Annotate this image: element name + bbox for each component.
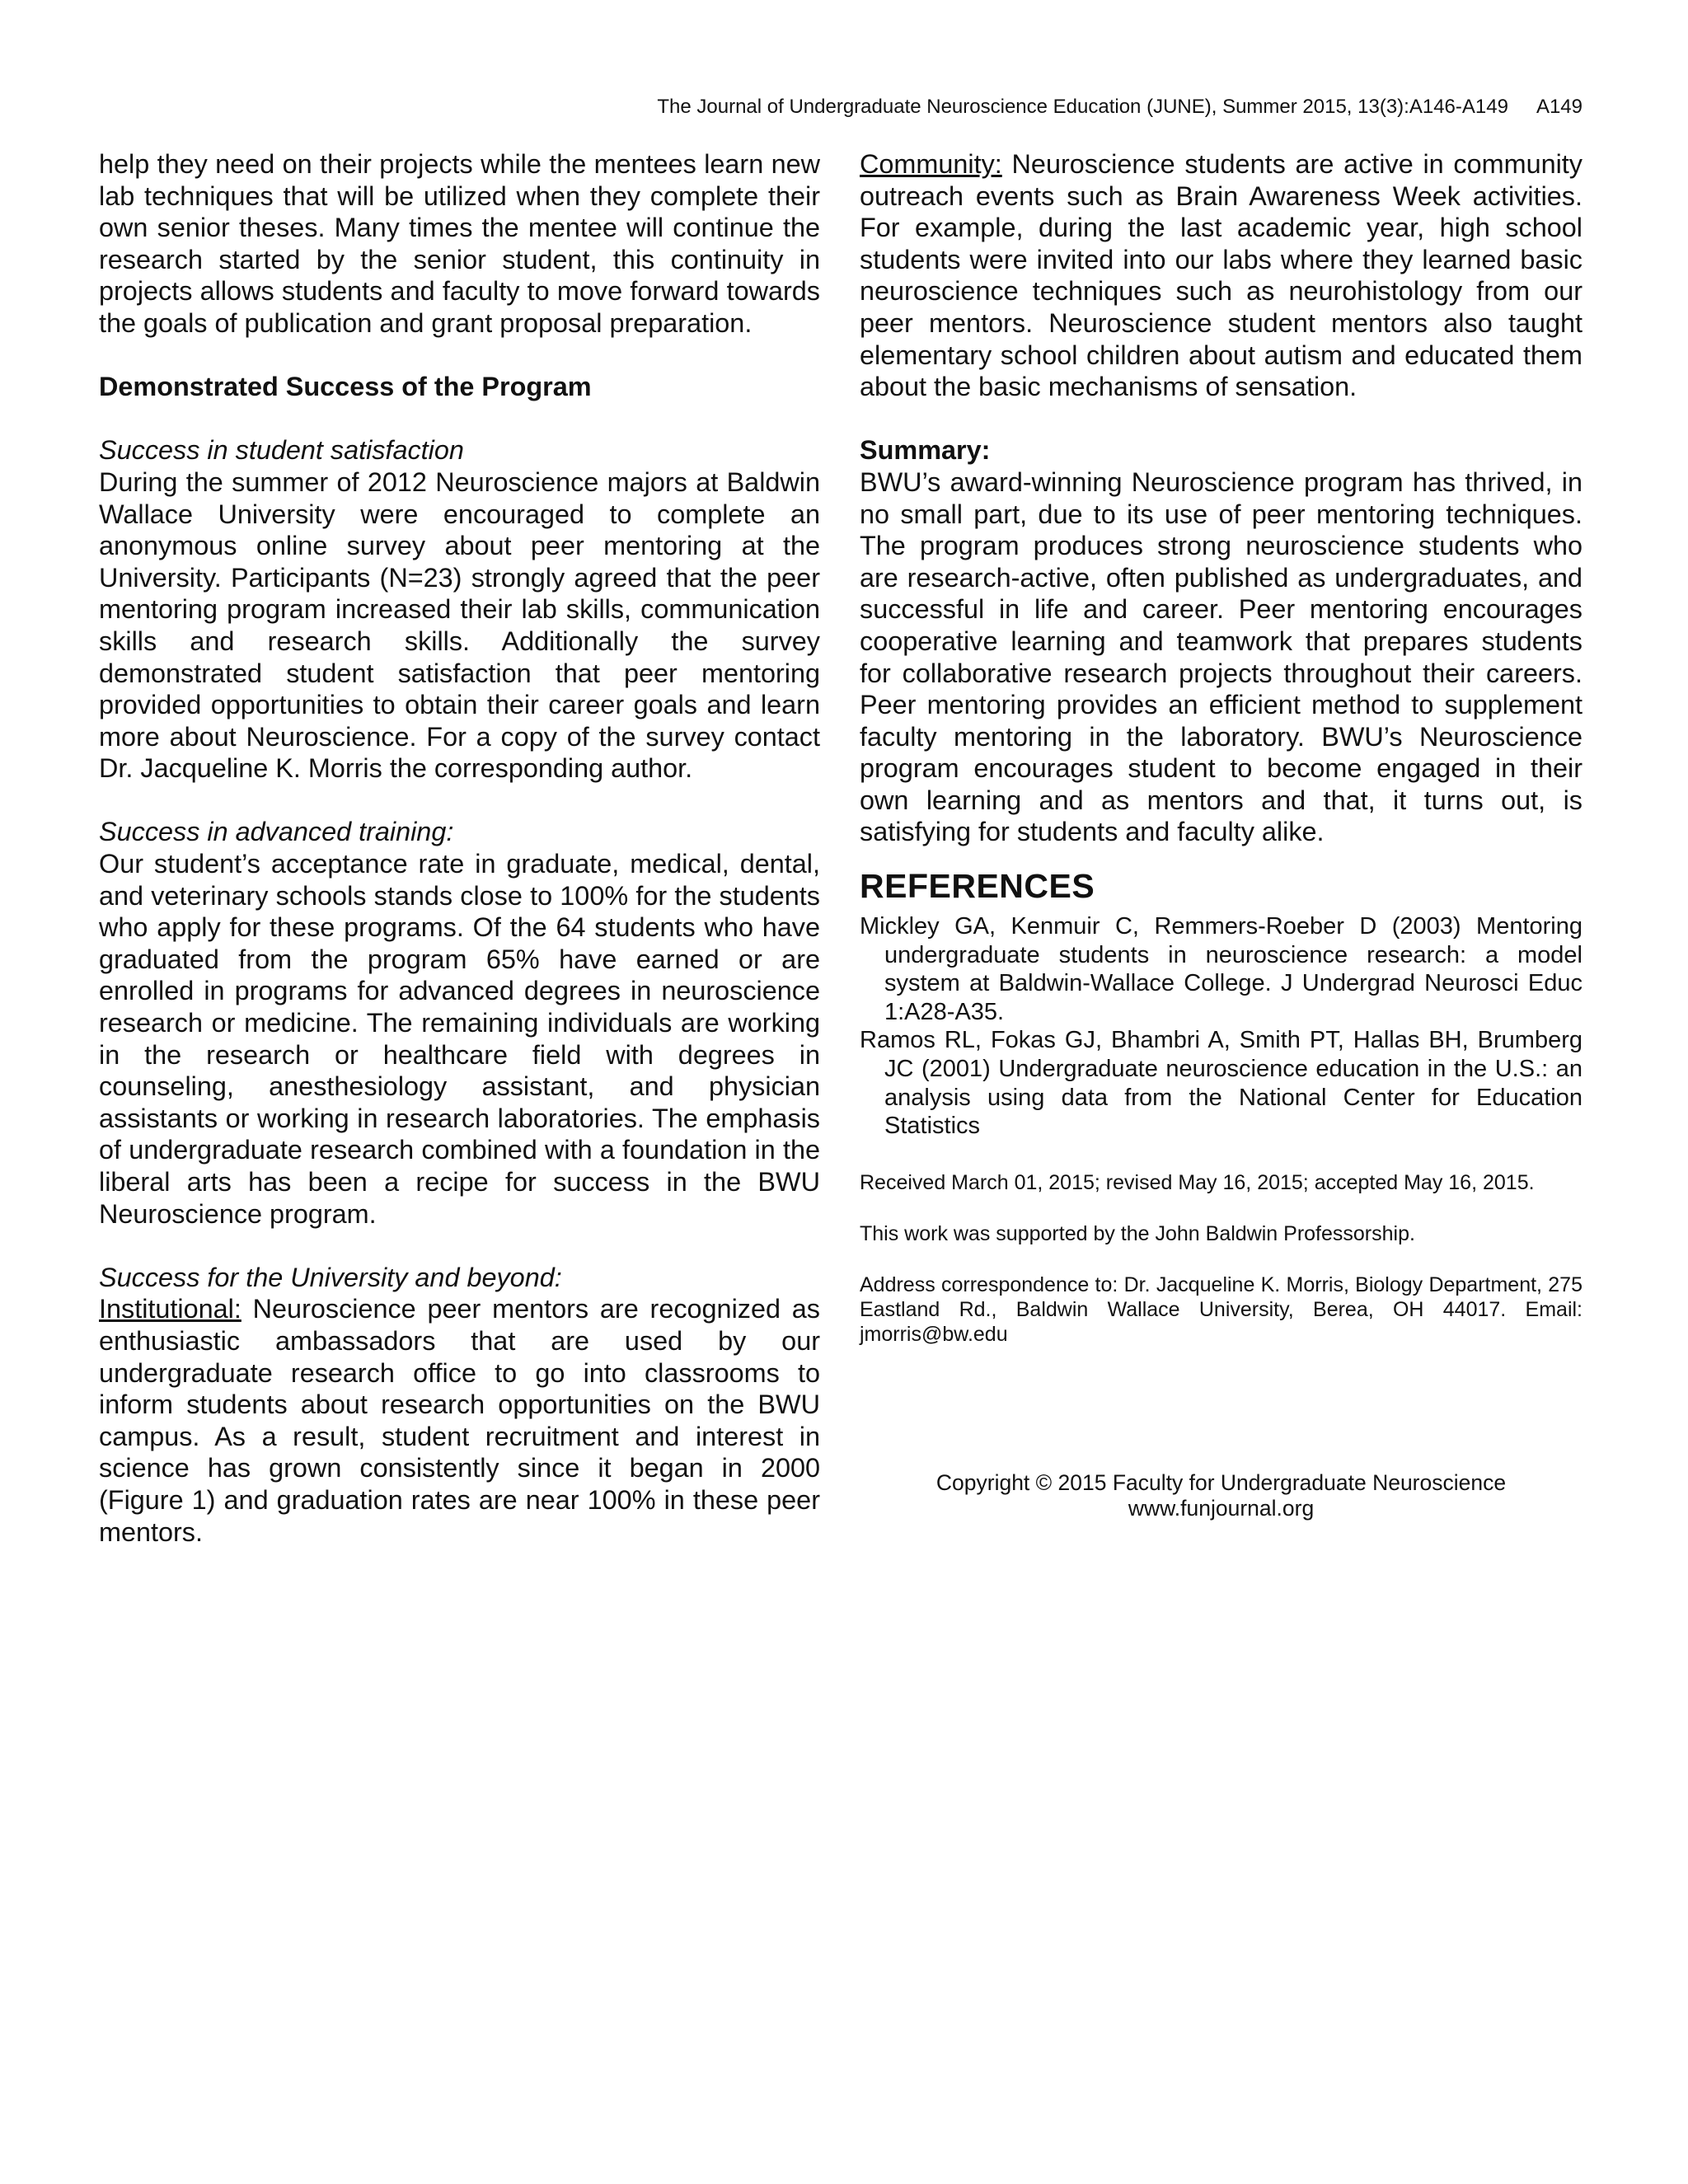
running-header [657,96,1582,119]
paragraph-institutional [99,1293,820,1548]
journal-url: www.funjournal.org [1128,1495,1315,1521]
subheading-satisfaction: Success in student satisfaction [99,435,464,466]
left-column [99,148,820,1548]
section-heading: Demonstrated Success of the Program [99,372,592,402]
received-dates: Received March 01, 2015; revised May 16, 2015; accepted May 16, 2015. [860,1170,1535,1194]
paragraph-satisfaction: During the summer of 2012 Neuroscience majors at Baldwin Wallace University were encouraged to complete an anonymous online survey about peer mentoring at the University. Participants (N=23) strongly agreed that the peer mentoring program increased their lab skills, communication skills and research skills. Additionally the survey demonstrated student satisfaction that peer mentoring provided opportunities to obtain their career goals and learn more about Neuroscience. For a copy of the survey contact Dr. Jacqueline K. Morris the corresponding author. [99,466,820,784]
summary-heading: Summary: [860,435,991,466]
institutional-text: Neuroscience peer mentors are recognized as enthusiastic ambassadors that are used by our undergraduate research office to go into classrooms to inform students about research opportunities on the BWU campus. As a result, student recruitment and interest in science has grown consistently since it began in 2000 (Figure 1) and graduation rates are near 100% in these peer mentors. [99,1294,820,1547]
journal-citation: The Journal of Undergraduate Neuroscience Education (JUNE), Summer 2015, 13(3):A146-A149 [657,96,1508,118]
paragraph-summary: BWU’s award-winning Neuroscience program has thrived, in no small part, due to its use of peer mentoring techniques. The program produces strong neuroscience students who are research-active, often published as undergraduates, and successful in life and career. Peer mentoring encourages cooperative learning and teamwork that prepares students for collaborative research projects throughout their careers. Peer mentoring provides an efficient method to supplement faculty mentoring in the laboratory. BWU’s Neuroscience program encourages student to become engaged in their own learning and as mentors and that, it turns out, is satisfying for students and faculty alike. [860,466,1582,847]
subheading-university: Success for the University and beyond: [99,1262,562,1292]
community-text: Neuroscience students are active in community outreach events such as Brain Awareness Week activities. For example, during the last academic year, high school students were invited into our labs where they learned basic neuroscience techniques such as neurohistology from our peer mentors. Neuroscience student mentors also taught elementary school children about autism and educated them about the basic mechanisms of sensation. [860,149,1582,402]
community-label: Community: [860,149,1002,179]
subheading-advanced-training: Success in advanced training: [99,817,454,847]
paragraph-advanced-training: Our student’s acceptance rate in graduate, medical, dental, and veterinary schools stands close to 100% for the students who apply for these programs. Of the 64 students who have graduated from the program 65% have earned or are enrolled in programs for advanced degrees in neuroscience research or medicine. The remaining individuals are working in the research or healthcare field with degrees in counseling, anesthesiology assistant, and physician assistants or working in research laboratories. The emphasis of undergraduate research combined with a foundation in the liberal arts has been a recipe for success in the BWU Neuroscience program. [99,849,820,1229]
references-heading: REFERENCES [860,867,1095,906]
reference-item: Ramos RL, Fokas GJ, Bhambri A, Smith PT, Hallas BH, Brumberg JC (2001) Undergraduate neuroscience education in the U.S.: an analysis using data from the National Center for Education Statistics [860,1027,1582,1140]
reference-item: Mickley GA, Kenmuir C, Remmers-Roeber D (2003) Mentoring undergraduate students in neuroscience research: a model system at Baldwin-Wallace College. J Undergrad Neurosci Educ 1:A28-A35. [860,913,1582,1025]
correspondence-address: Address correspondence to: Dr. Jacqueline K. Morris, Biology Department, 275 Eastland Rd., Baldwin Wallace University, Berea, OH 44017. Email: jmorris@bw.edu [860,1272,1582,1346]
copyright-notice: Copyright © 2015 Faculty for Undergraduate Neuroscience [935,1469,1507,1495]
paragraph-continuation: help they need on their projects while the mentees learn new lab techniques that will be utilized when they complete their own senior theses. Many times the mentee will continue the research started by the senior student, this continuity in projects allows students and faculty to move forward towards the goals of publication and grant proposal preparation. [99,149,820,338]
institutional-label: Institutional: [99,1294,241,1324]
paragraph-community [860,148,1582,403]
funding-note: This work was supported by the John Baldwin Professorship. [860,1221,1415,1245]
page-number: A149 [1536,96,1582,118]
right-column [860,148,1582,1521]
